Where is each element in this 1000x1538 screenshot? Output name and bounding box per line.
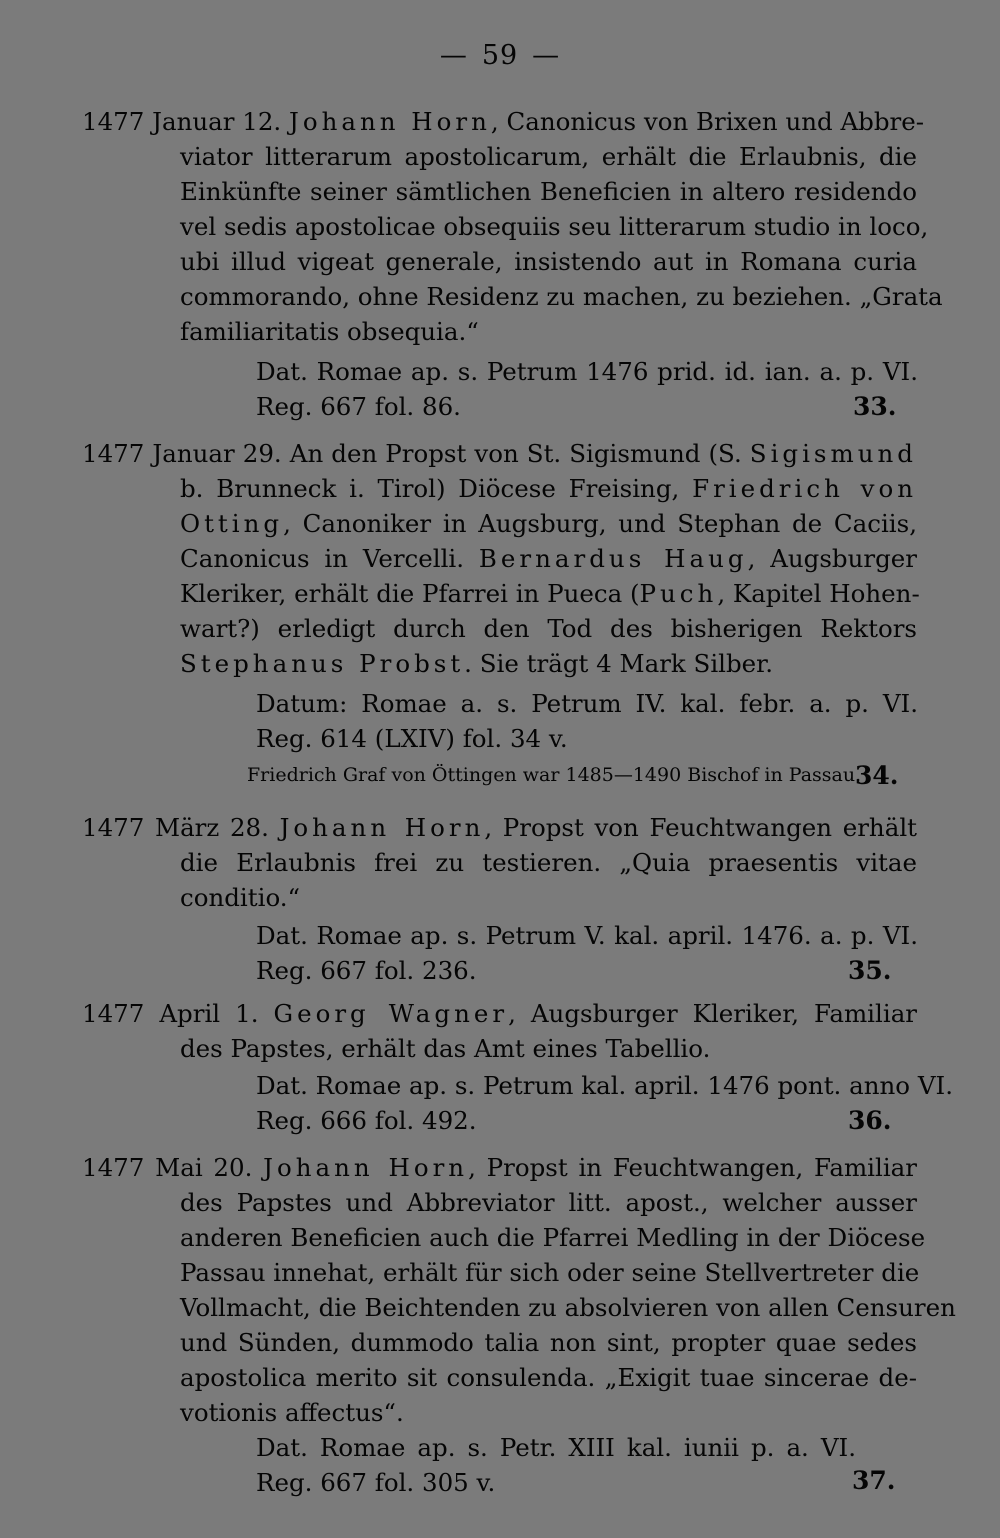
entry-line (82, 436, 917, 471)
person-name: Sigismund (749, 439, 917, 468)
person-name: Stephanus Probst (180, 649, 465, 678)
entry-date: 1477 Januar 29. (82, 439, 282, 468)
citation-dat: Dat. Romae ap. s. Petrum 1476 prid. id. ian. a. p. VI. (256, 357, 918, 386)
citation-dat: Datum: Romae a. s. Petrum IV. kal. febr. a. p. VI. (256, 689, 918, 718)
entry-line: ubi illud vigeat generale, insistendo aut in Romana curia (180, 247, 917, 276)
entry-number: 35. (848, 956, 892, 985)
entry-line: wart?) erledigt durch den Tod des bisherigen Rektors (180, 614, 917, 643)
entry-line: des Papstes, erhält das Amt eines Tabellio. (180, 1034, 711, 1063)
entry-date: 1477 April 1. (82, 999, 259, 1028)
footnote: Friedrich Graf von Öttingen war 1485—1490 Bischof in Passau. (247, 764, 862, 786)
citation-dat: Dat. Romae ap. s. Petr. XIII kal. iunii p. a. VI. (256, 1433, 856, 1462)
entry-number: 37. (852, 1466, 896, 1495)
page-number-value: 59 (481, 40, 519, 71)
dash: — (532, 40, 561, 71)
place-name: Puch (639, 579, 718, 608)
entry-date: 1477 Januar 12. (82, 107, 282, 136)
entry-line (82, 810, 917, 845)
entry-text: An den Propst von St. Sigismund (S. (289, 439, 742, 468)
entry-line (180, 506, 917, 541)
entry-text: , Augsburger Kleriker, Familiar (508, 999, 918, 1028)
entry-text: , Canoniker in Augsburg, und Stephan de Caciis, (283, 509, 917, 538)
entry-text: , Propst in Feuchtwangen, Familiar (468, 1153, 918, 1182)
entry-line: Vollmacht, die Beichtenden zu absolvieren von allen Censuren (180, 1293, 956, 1322)
entry-line: Passau innehat, erhält für sich oder seine Stellvertreter die (180, 1258, 920, 1287)
entry-line (180, 576, 920, 611)
entry-text: , Propst von Feuchtwangen erhält (484, 813, 917, 842)
person-name: Johann Horn (289, 107, 491, 136)
entry-number: 36. (848, 1106, 892, 1135)
citation-reg: Reg. 667 fol. 305 v. (256, 1468, 496, 1497)
person-name: Bernardus Haug (478, 544, 748, 573)
page-number (0, 40, 1000, 71)
entry-line: vel sedis apostolicae obsequiis seu litterarum studio in loco, (180, 212, 929, 241)
citation-reg: Reg. 614 (LXIV) fol. 34 v. (256, 724, 568, 753)
entry-line: commorando, ohne Residenz zu machen, zu beziehen. „Grata (180, 282, 943, 311)
entry-line (180, 541, 917, 576)
entry-line (180, 646, 917, 681)
entry-line (82, 996, 917, 1031)
citation-reg: Reg. 666 fol. 492. (256, 1106, 477, 1135)
entry-line: viator litterarum apostolicarum, erhält die Erlaubnis, die (180, 142, 917, 171)
entry-line: des Papstes und Abbreviator litt. apost., welcher ausser (180, 1188, 917, 1217)
entry-line (82, 1150, 917, 1185)
citation-dat: Dat. Romae ap. s. Petrum V. kal. april. 1476. a. p. VI. (256, 921, 918, 950)
entry-text: , Kapitel Hohen- (717, 579, 920, 608)
entry-line: und Sünden, dummodo talia non sint, propter quae sedes (180, 1328, 917, 1357)
entry-line: familiaritatis obsequia.“ (180, 317, 479, 346)
entry-line: conditio.“ (180, 883, 301, 912)
entry-line: votionis affectus“. (180, 1398, 404, 1427)
dash: — (439, 40, 468, 71)
person-name: Otting (180, 509, 284, 538)
person-name: Friedrich von (692, 474, 917, 503)
entry-text: Kleriker, erhält die Pfarrei in Pueca ( (180, 579, 640, 608)
entry-line: anderen Beneficien auch die Pfarrei Medling in der Diöcese (180, 1223, 926, 1252)
citation-reg: Reg. 667 fol. 86. (256, 392, 461, 421)
entry-line: Einkünfte seiner sämtlichen Beneficien in altero residendo (180, 177, 917, 206)
entry-line (82, 104, 925, 139)
entry-number: 33. (853, 392, 897, 421)
entry-text: Canonicus in Vercelli. (180, 544, 465, 573)
entry-line: die Erlaubnis frei zu testieren. „Quia praesentis vitae (180, 848, 917, 877)
person-name: Johann Horn (263, 1153, 469, 1182)
entry-date: 1477 Mai 20. (82, 1153, 253, 1182)
citation-dat: Dat. Romae ap. s. Petrum kal. april. 1476 pont. anno VI. (256, 1071, 953, 1100)
entry-text: b. Brunneck i. Tirol) Diöcese Freising, (180, 474, 680, 503)
citation-reg: Reg. 667 fol. 236. (256, 956, 477, 985)
person-name: Johann Horn (279, 813, 485, 842)
entry-date: 1477 März 28. (82, 813, 269, 842)
entry-line: apostolica merito sit consulenda. „Exigit tuae sincerae de- (180, 1363, 917, 1392)
person-name: Georg Wagner (273, 999, 509, 1028)
entry-text: , Augsburger (747, 544, 917, 573)
entry-line (180, 471, 917, 506)
entry-text: . Sie trägt 4 Mark Silber. (464, 649, 773, 678)
entry-text: , Canonicus von Brixen und Abbre- (490, 107, 925, 136)
entry-number: 34. (855, 761, 899, 790)
